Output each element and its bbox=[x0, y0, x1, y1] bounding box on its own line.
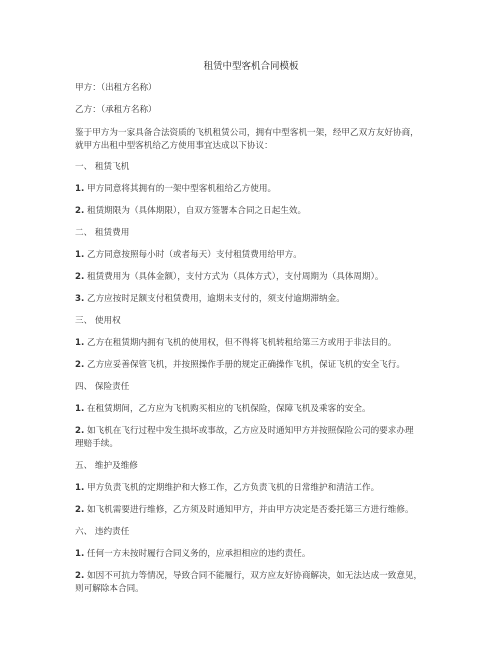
clause-line bbox=[75, 271, 435, 284]
clause-number: 2. bbox=[75, 426, 85, 436]
section-heading: 二、 租赁费用 bbox=[75, 228, 130, 238]
intro-line-2: 就甲方出租中型客机给乙方使用事宜达成以下协议： bbox=[75, 141, 273, 151]
clause-number: 2. bbox=[75, 571, 85, 581]
clause-text: 如飞机需要进行维修，乙方须及时通知甲方，并由甲方决定是否委托第三方进行维修。 bbox=[86, 505, 414, 515]
section-heading: 五、 维护及维修 bbox=[75, 461, 138, 471]
clause-text: 如因不可抗力等情况，导致合同不能履行，双方应友好协商解决，如无法达成一致意见， bbox=[84, 571, 423, 581]
clause-line bbox=[75, 337, 435, 350]
clause-text: 甲方同意将其拥有的一架中型客机租给乙方使用。 bbox=[86, 184, 277, 194]
document-title: 租赁中型客机合同模板 bbox=[203, 61, 299, 72]
clause-text: 在租赁期间，乙方应为飞机购买相应的飞机保险，保障飞机及乘客的安全。 bbox=[86, 404, 371, 414]
clause-text: 乙方同意按照每小时（或者每天）支付租赁费用给甲方。 bbox=[86, 250, 302, 260]
clause-text: 乙方应妥善保管飞机，并按照操作手册的规定正确操作飞机，保证飞机的安全飞行。 bbox=[86, 360, 405, 370]
section-heading: 三、 使用权 bbox=[75, 316, 121, 326]
clause-number: 2. bbox=[75, 505, 85, 515]
clause-text: 租赁费用为（具体金额），支付方式为（具体方式），支付周期为（具体周期）。 bbox=[86, 272, 384, 282]
intro-line-1: 鉴于甲方为一家具备合法资质的飞机租赁公司，拥有中型客机一架，经甲乙双方友好协商， bbox=[75, 128, 419, 138]
clause-text: 租赁期限为（具体期限），自双方签署本合同之日起生效。 bbox=[86, 206, 307, 216]
clause-line bbox=[75, 183, 435, 196]
clause-number: 3. bbox=[75, 294, 85, 304]
section-heading: 四、 保险责任 bbox=[75, 382, 130, 392]
clause-line bbox=[75, 359, 435, 372]
clause-text: 如飞机在飞行过程中发生损坏或事故，乙方应及时通知甲方并按照保险公司的要求办理 bbox=[86, 426, 414, 436]
party-b-line: 乙方：（承租方名称） bbox=[75, 105, 157, 115]
clause-number: 1. bbox=[75, 404, 85, 414]
party-a-line: 甲方：（出租方名称） bbox=[75, 83, 157, 93]
clause-line bbox=[75, 570, 435, 583]
clause-number: 2. bbox=[75, 360, 85, 370]
clause-number: 1. bbox=[75, 483, 85, 493]
clause-number: 2. bbox=[75, 272, 85, 282]
clause-number: 1. bbox=[75, 549, 85, 559]
clause-number: 2. bbox=[75, 206, 85, 216]
clause-number: 1. bbox=[75, 184, 85, 194]
clause-continuation: 则可解除本合同。 bbox=[75, 584, 144, 594]
clause-line bbox=[75, 205, 435, 218]
clause-number: 1. bbox=[75, 338, 85, 348]
clause-line bbox=[75, 249, 435, 262]
clause-text: 甲方负责飞机的定期维护和大修工作，乙方负责飞机的日常维护和清洁工作。 bbox=[86, 483, 380, 493]
clause-text: 乙方应按时足额支付租赁费用，逾期未支付的，须支付逾期滞纳金。 bbox=[86, 294, 345, 304]
clause-number: 1. bbox=[75, 250, 85, 260]
clause-continuation: 理赔手续。 bbox=[75, 439, 118, 449]
clause-text: 任何一方未按时履行合同义务的，应承担相应的违约责任。 bbox=[86, 549, 311, 559]
clause-line bbox=[75, 293, 435, 306]
section-heading: 一、 租赁飞机 bbox=[75, 162, 130, 172]
clause-line bbox=[75, 548, 435, 561]
section-heading: 六、 违约责任 bbox=[75, 527, 130, 537]
clause-line bbox=[75, 425, 435, 438]
clause-text: 乙方在租赁期内拥有飞机的使用权，但不得将飞机转租给第三方或用于非法目的。 bbox=[86, 338, 397, 348]
clause-line bbox=[75, 403, 435, 416]
clause-line bbox=[75, 482, 435, 495]
clause-line bbox=[75, 504, 435, 517]
